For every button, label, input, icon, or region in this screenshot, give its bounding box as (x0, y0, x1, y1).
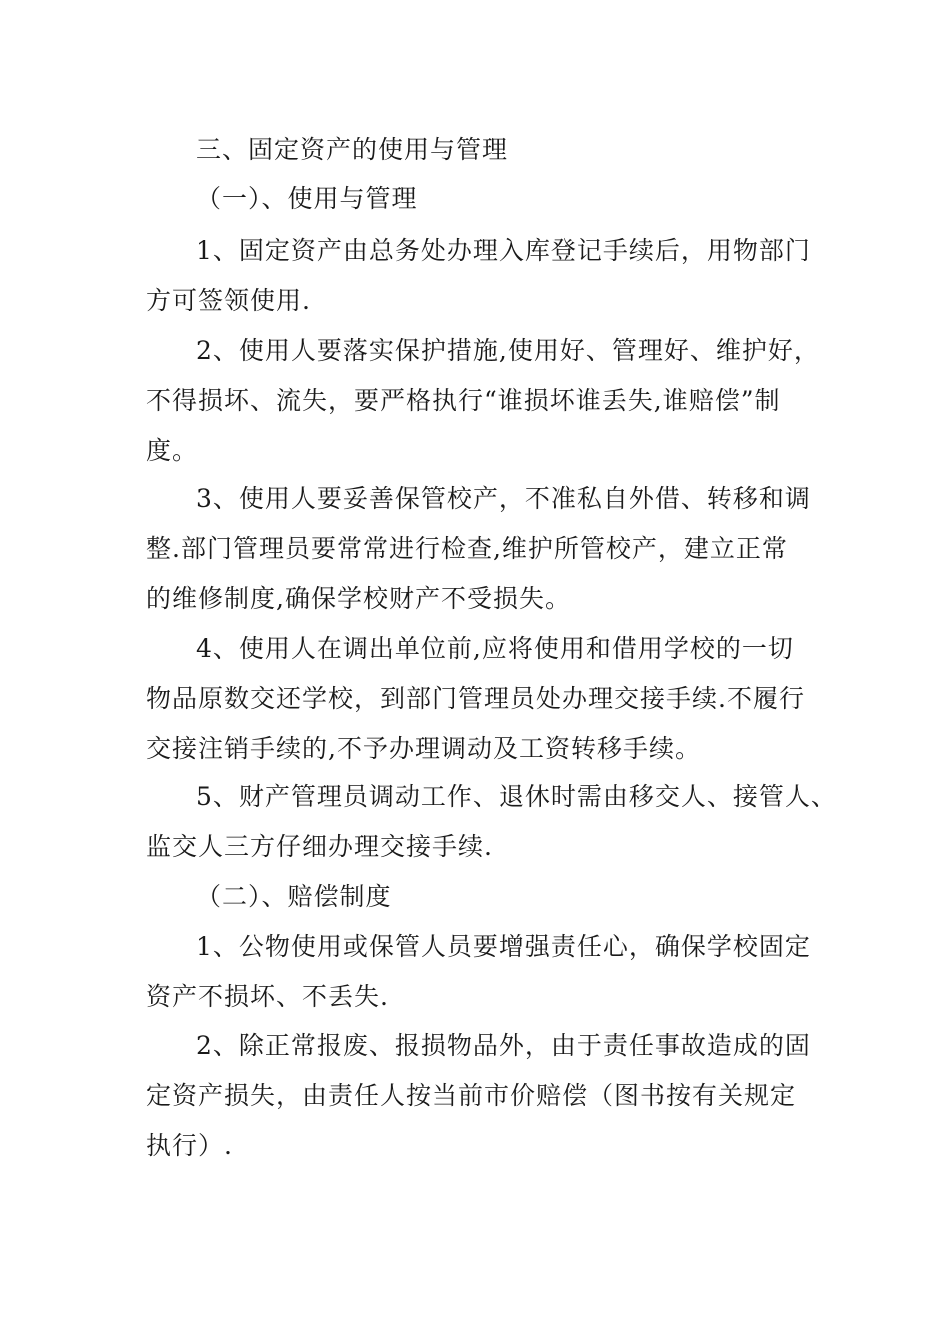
paragraph-line: 4、使用人在调出单位前,应将使用和借用学校的一切 (196, 634, 794, 663)
paragraph-line: 度。 (146, 436, 199, 465)
paragraph-line: 的维修制度,确保学校财产不受损失。 (146, 584, 571, 613)
paragraph-line: 物品原数交还学校，到部门管理员处办理交接手续.不履行 (146, 684, 805, 713)
paragraph-line: 整.部门管理员要常常进行检查,维护所管校产，建立正常 (146, 534, 788, 563)
paragraph-line: 1、公物使用或保管人员要增强责任心，确保学校固定 (196, 932, 811, 961)
paragraph-line: 1、固定资产由总务处办理入库登记手续后，用物部门 (196, 236, 811, 265)
paragraph-line: 定资产损失，由责任人按当前市价赔偿（图书按有关规定 (146, 1081, 797, 1110)
subsection-heading-usage: （一）、使用与管理 (196, 184, 418, 213)
paragraph-line: 5、财产管理员调动工作、退休时需由移交人、接管人、 (196, 782, 837, 811)
paragraph-line: 不得损坏、流失，要严格执行“谁损坏谁丢失,谁赔偿”制 (146, 386, 781, 415)
paragraph-line: 方可签领使用. (146, 286, 311, 315)
paragraph-line: 执行）. (146, 1131, 233, 1160)
section-heading: 三、固定资产的使用与管理 (196, 135, 509, 164)
paragraph-line: 3、使用人要妥善保管校产，不准私自外借、转移和调 (196, 484, 811, 513)
paragraph-line: 2、使用人要落实保护措施,使用好、管理好、维护好， (196, 336, 820, 365)
paragraph-line: 2、除正常报废、报损物品外，由于责任事故造成的固 (196, 1031, 811, 1060)
paragraph-line: 监交人三方仔细办理交接手续. (146, 832, 493, 861)
paragraph-line: 资产不损坏、不丢失. (146, 982, 389, 1011)
subsection-heading-compensation: （二）、赔偿制度 (196, 882, 392, 911)
paragraph-line: 交接注销手续的,不予办理调动及工资转移手续。 (146, 734, 701, 763)
